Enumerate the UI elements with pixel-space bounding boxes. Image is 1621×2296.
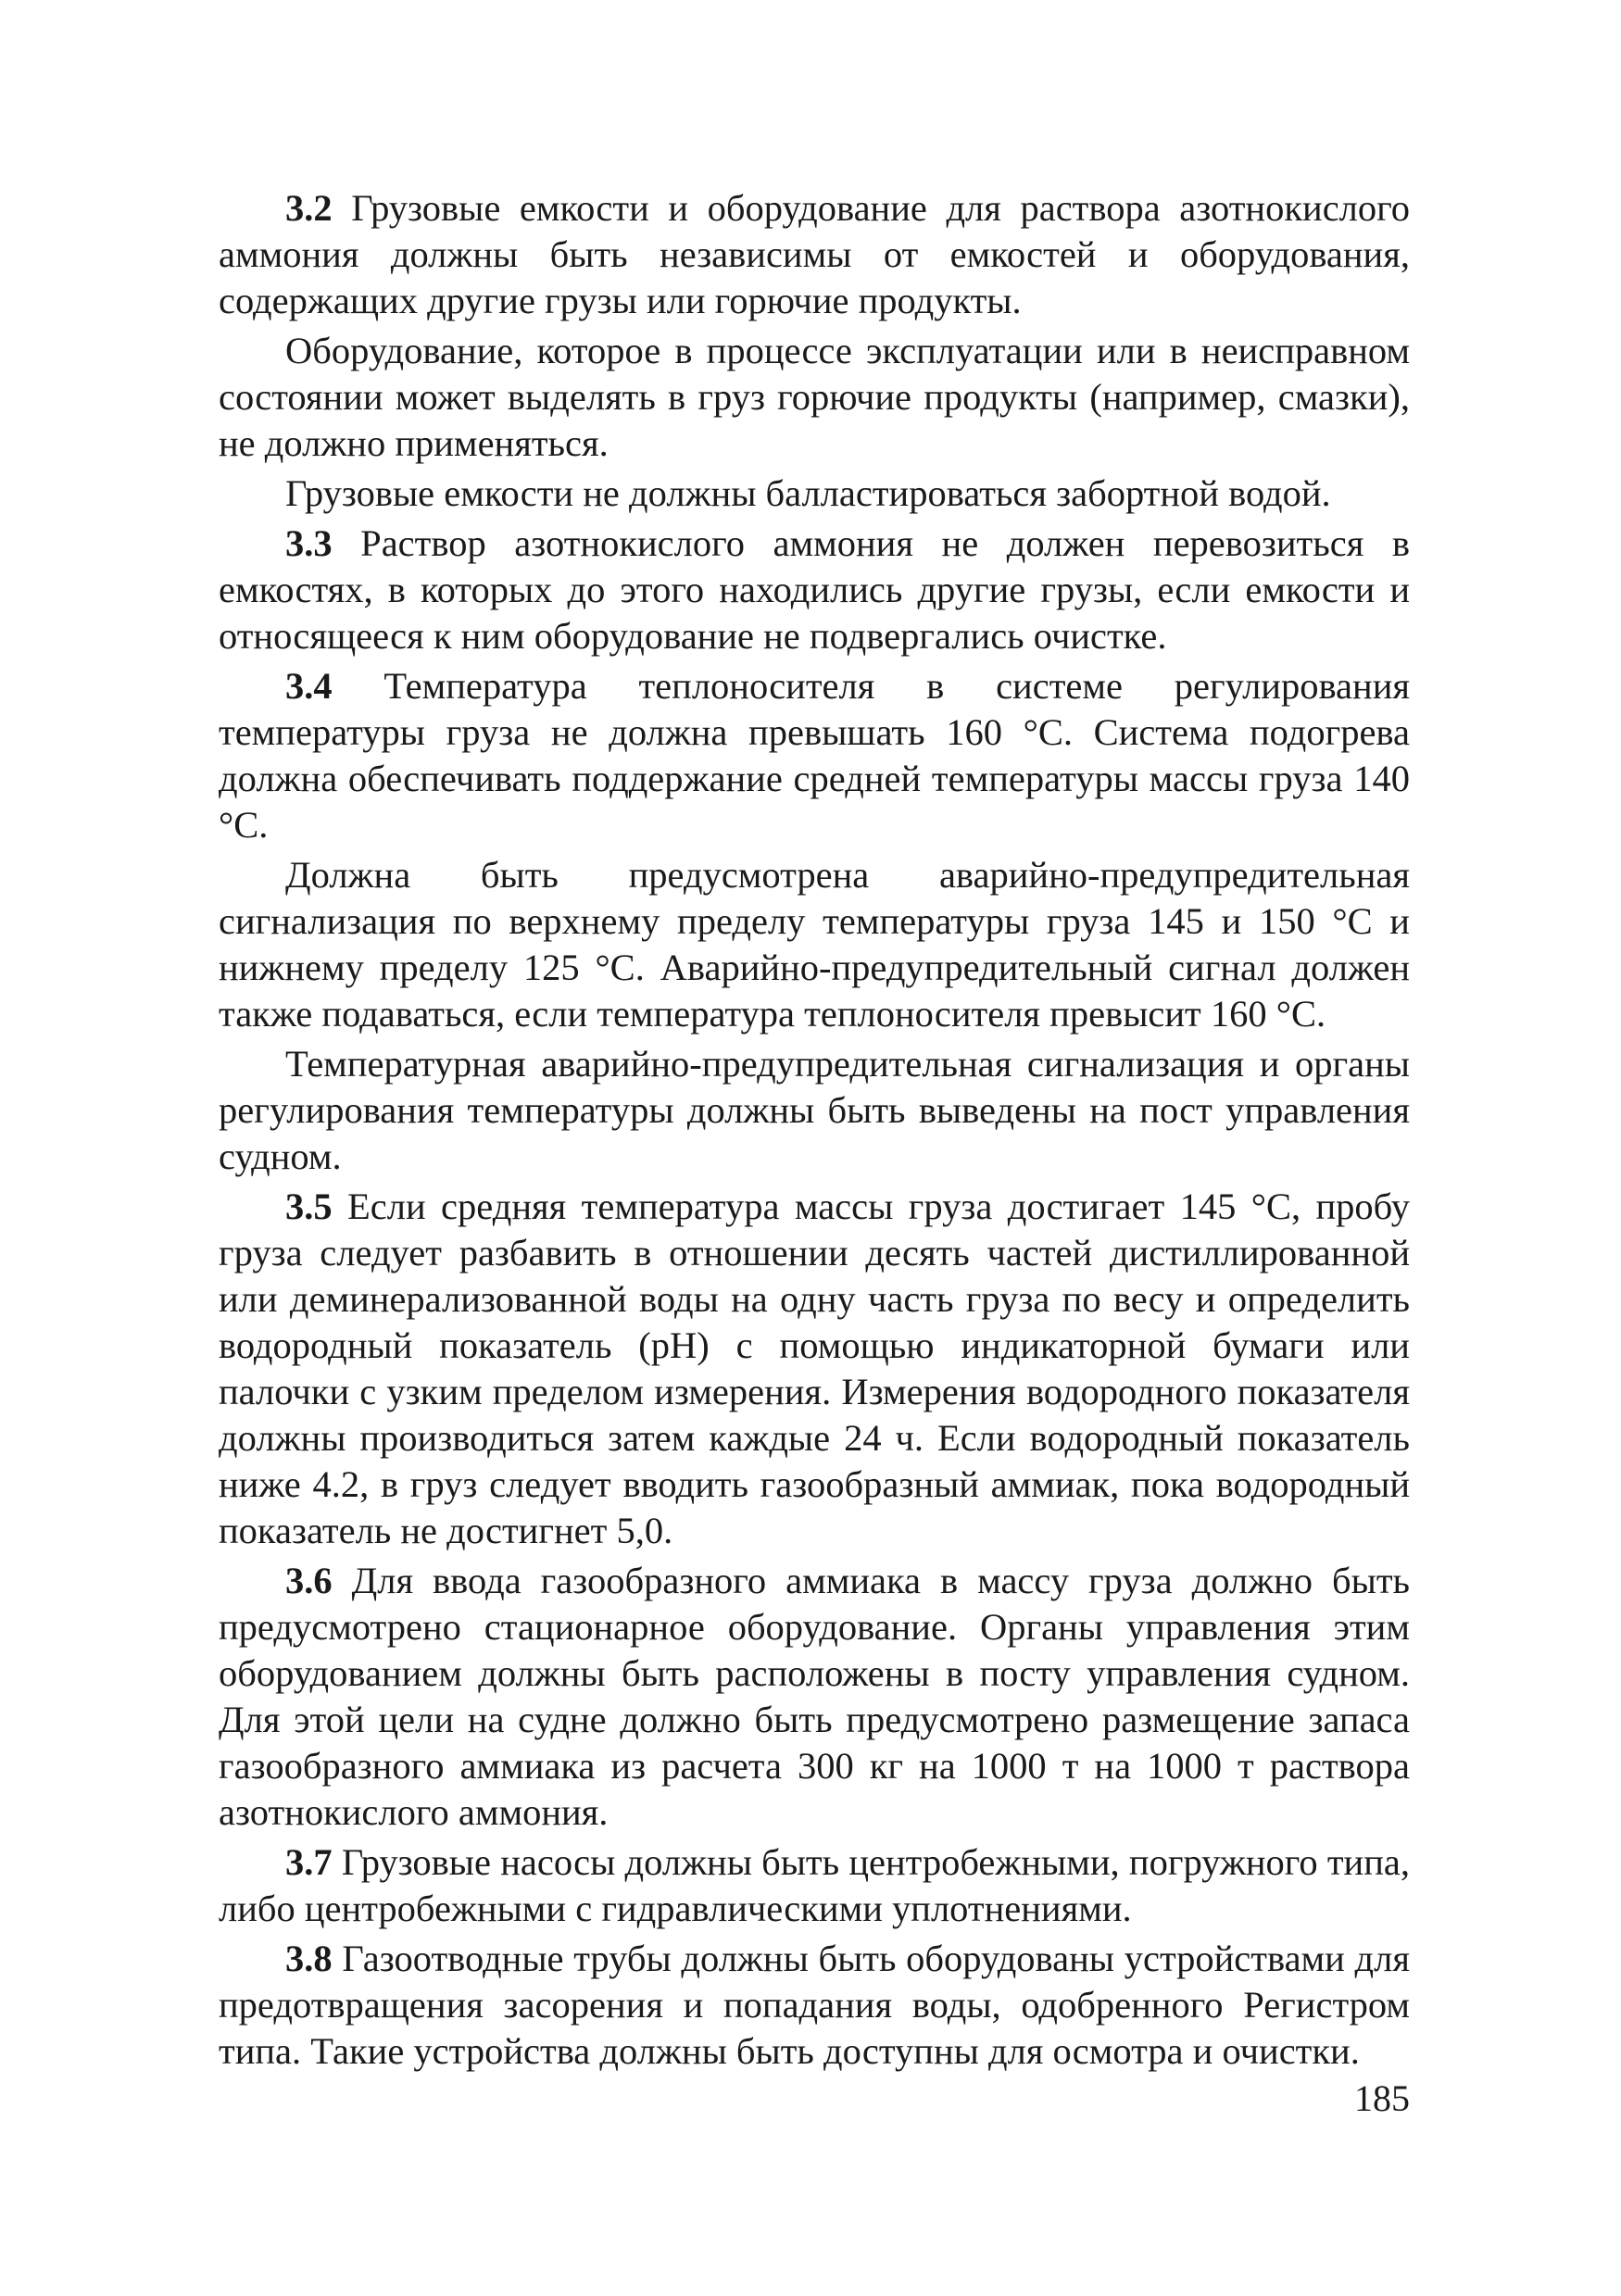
section-number: 3.3 <box>285 522 333 564</box>
paragraph-text: Для ввода газообразного аммиака в массу груза должно быть предусмотрено стационарное оборудование. Органы управления этим оборудованием должны быть расположены в посту управления судном. Для этой цели на судне должно быть предусмотрено размещение запаса газообразного аммиака из расчета 300 кг на 1000 т на 1000 т раствора азотнокислого аммония. <box>219 1560 1410 1833</box>
paragraph-3-6 <box>219 1558 1410 1836</box>
paragraph-3-4 <box>219 663 1410 848</box>
paragraph-text: Оборудование, которое в процессе эксплуатации или в неисправном состоянии может выделять в груз горючие продукты (например, смазки), не должно применяться. <box>219 330 1410 464</box>
page-number: 185 <box>1354 2077 1410 2119</box>
section-number: 3.7 <box>285 1841 333 1883</box>
paragraph-3-5 <box>219 1184 1410 1554</box>
section-number: 3.4 <box>285 665 333 707</box>
paragraph-text: Температурная аварийно-предупредительная сигнализация и органы регулирования температуры должны быть выведены на пост управления судном. <box>219 1043 1410 1177</box>
paragraph-text: Грузовые емкости и оборудование для раствора азотнокислого аммония должны быть независимы от емкостей и оборудования, содержащих другие грузы или горючие продукты. <box>219 187 1410 321</box>
paragraph-3-7 <box>219 1839 1410 1932</box>
section-number: 3.6 <box>285 1560 333 1601</box>
section-number: 3.8 <box>285 1938 333 1979</box>
paragraph-text: Если средняя температура массы груза достигает 145 °C, пробу груза следует разбавить в отношении десять частей дистиллированной или деминерализованной воды на одну часть груза по весу и определить водородный показатель (pH) с помощью индикаторной бумаги или палочки с узким пределом измерения. Измерения водородного показателя должны производиться затем каждые 24 ч. Если водородный показатель ниже 4.2, в груз следует вводить газообразный аммиак, пока водородный показатель не достигнет 5,0. <box>219 1186 1410 1551</box>
paragraph-3-8 <box>219 1936 1410 2075</box>
paragraph-text: Грузовые насосы должны быть центробежными, погружного типа, либо центробежными с гидравлическими уплотнениями. <box>219 1841 1410 1929</box>
paragraph-alarm <box>219 852 1410 1037</box>
paragraph-3-3 <box>219 521 1410 659</box>
section-number: 3.2 <box>285 187 333 229</box>
paragraph-text: Температура теплоносителя в системе регулирования температуры груза не должна превышать 160 °C. Система подогрева должна обеспечивать поддержание средней температуры массы груза 140 °C. <box>219 665 1410 846</box>
paragraph-equipment <box>219 328 1410 467</box>
paragraph-text: Должна быть предусмотрена аварийно-предупредительная сигнализация по верхнему пределу температуры груза 145 и 150 °C и нижнему пределу 125 °C. Аварийно-предупредительный сигнал должен также подаваться, если температура теплоносителя превысит 160 °C. <box>219 854 1410 1035</box>
page-body <box>219 185 1410 2078</box>
paragraph-3-2 <box>219 185 1410 324</box>
paragraph-text: Газоотводные трубы должны быть оборудованы устройствами для предотвращения засорения и попадания воды, одобренного Регистром типа. Такие устройства должны быть доступны для осмотра и очистки. <box>219 1938 1410 2072</box>
section-number: 3.5 <box>285 1186 333 1227</box>
paragraph-control-post <box>219 1041 1410 1180</box>
paragraph-ballast <box>219 470 1410 517</box>
paragraph-text: Раствор азотнокислого аммония не должен перевозиться в емкостях, в которых до этого находились другие грузы, если емкости и относящееся к ним оборудование не подвергались очистке. <box>219 522 1410 657</box>
paragraph-text: Грузовые емкости не должны балластироваться забортной водой. <box>285 472 1331 514</box>
